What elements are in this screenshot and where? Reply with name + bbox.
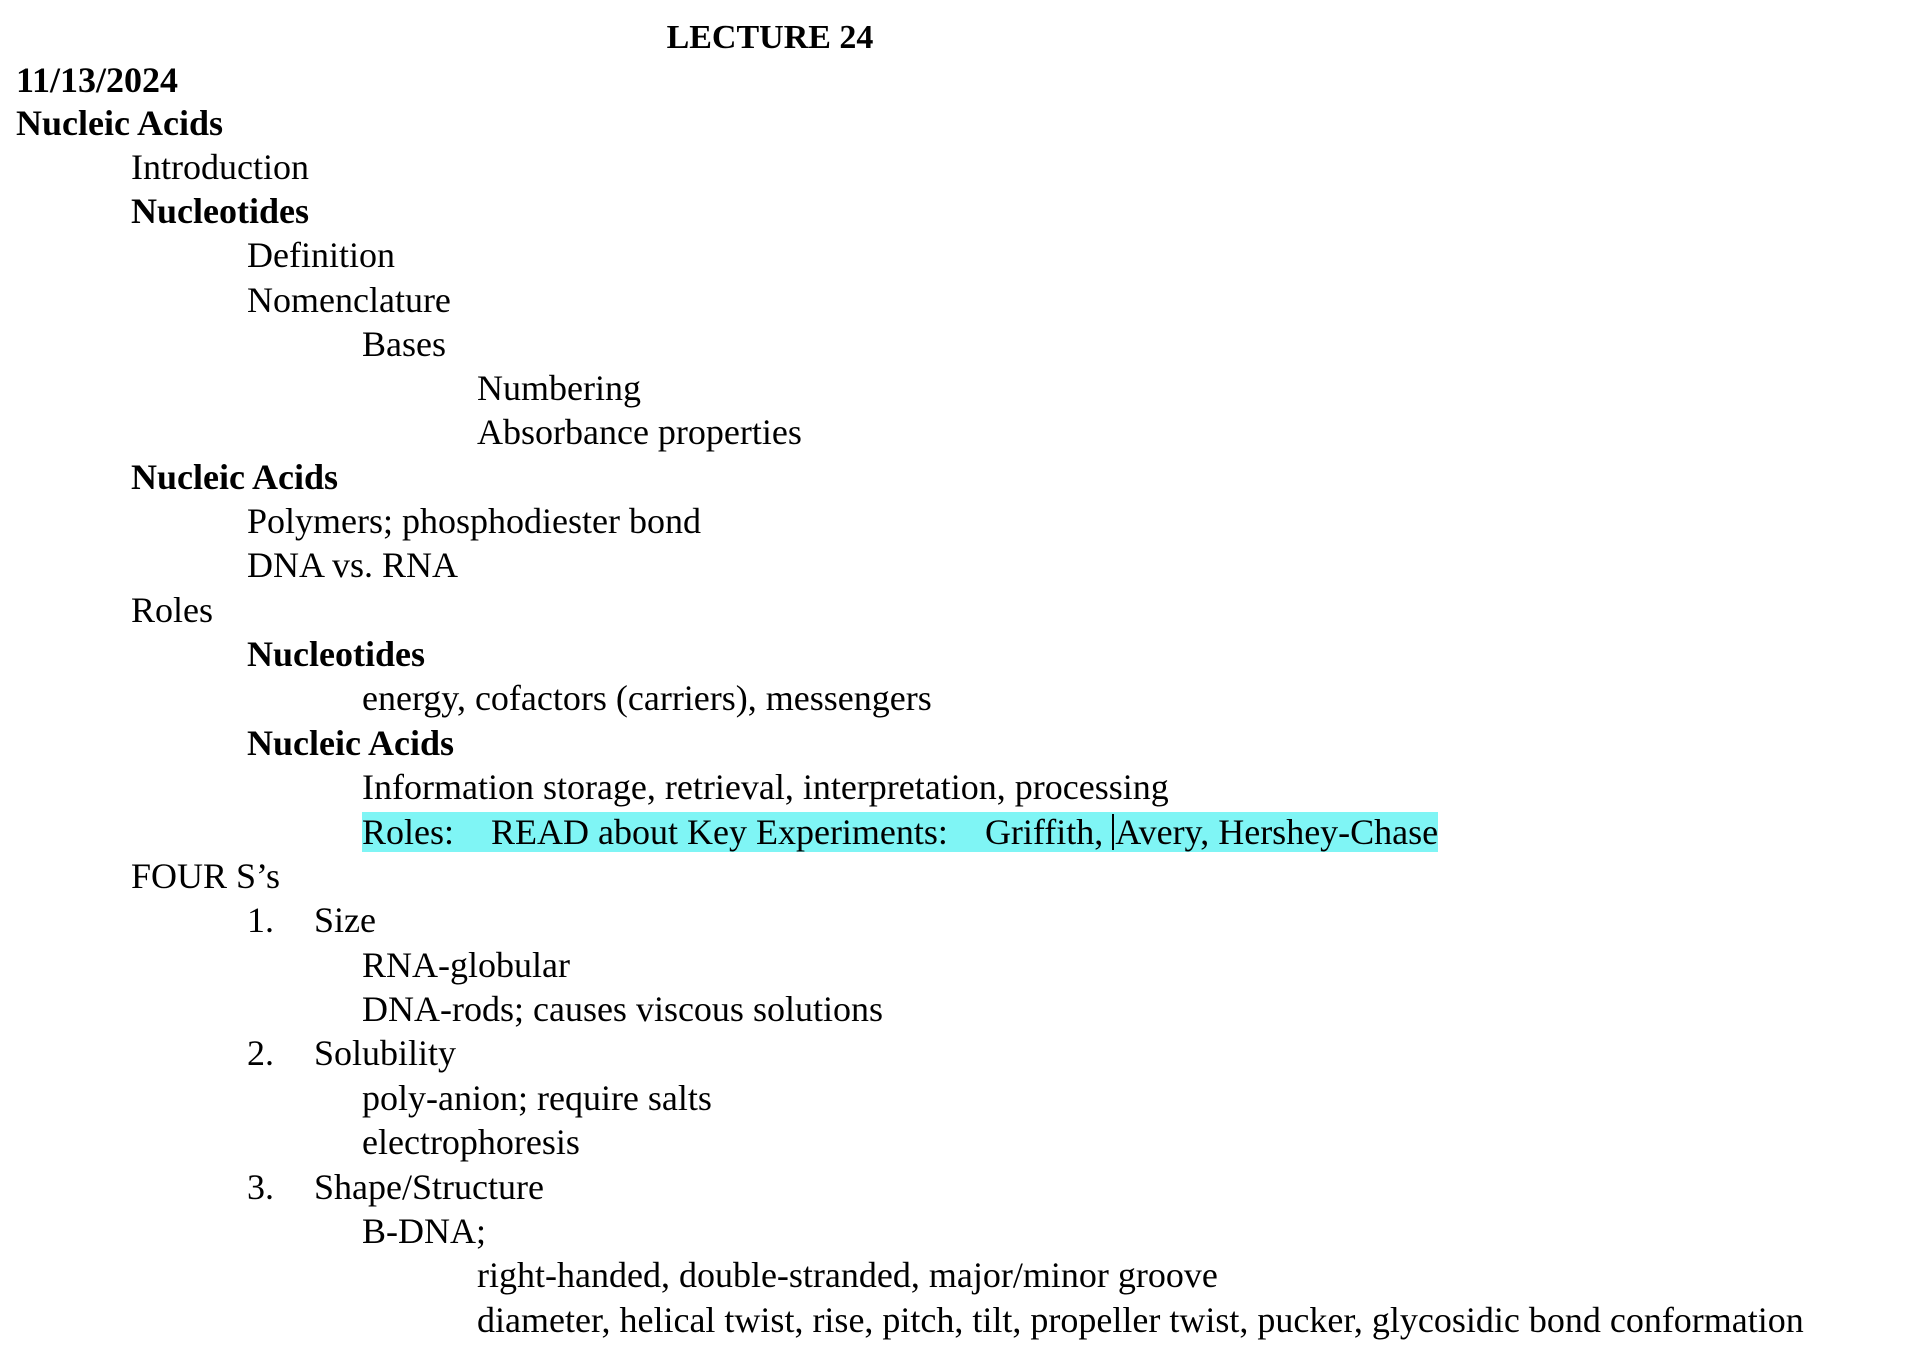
roles-nucleic-acids: Nucleic Acids — [247, 723, 454, 763]
list-number: 2. — [247, 1033, 274, 1073]
shape-features: right-handed, double-stranded, major/minor groove — [477, 1255, 1218, 1295]
outline-numbering: Numbering — [477, 368, 641, 408]
size-label: Size — [314, 900, 376, 940]
main-heading: Nucleic Acids — [16, 103, 223, 143]
outline-dna-vs-rna: DNA vs. RNA — [247, 545, 459, 585]
shape-bdna: B-DNA; — [362, 1211, 486, 1251]
highlighted-reading-note — [362, 810, 1438, 854]
outline-nucleic-acids: Nucleic Acids — [131, 457, 338, 497]
highlight-band — [362, 812, 1438, 852]
lecture-date: 11/13/2024 — [16, 60, 179, 100]
outline-polymers: Polymers; phosphodiester bond — [247, 501, 701, 541]
outline-nucleotides: Nucleotides — [131, 191, 309, 231]
four-s-size — [247, 898, 376, 942]
shape-parameters: diameter, helical twist, rise, pitch, tilt, propeller twist, pucker, glycosidic bond conformation — [477, 1300, 1804, 1340]
roles-nucleotides: Nucleotides — [247, 634, 425, 674]
size-dna: DNA-rods; causes viscous solutions — [362, 989, 883, 1029]
highlight-rest: Avery, Hershey-Chase — [1115, 812, 1439, 852]
outline-bases: Bases — [362, 324, 446, 364]
four-s-solubility — [247, 1031, 456, 1075]
outline-nomenclature: Nomenclature — [247, 280, 451, 320]
highlight-read-text: READ about Key Experiments: — [491, 812, 948, 852]
highlight-griffith: Griffith, — [984, 812, 1104, 852]
solubility-electrophoresis: electrophoresis — [362, 1122, 580, 1162]
outline-definition: Definition — [247, 235, 395, 275]
shape-label: Shape/Structure — [314, 1167, 544, 1207]
size-rna: RNA-globular — [362, 945, 570, 985]
outline-introduction: Introduction — [131, 147, 309, 187]
four-s-shape — [247, 1165, 544, 1209]
outline-roles: Roles — [131, 590, 214, 630]
solubility-label: Solubility — [314, 1033, 457, 1073]
outline-four-s: FOUR S’s — [131, 856, 281, 896]
solubility-polyanion: poly-anion; require salts — [362, 1078, 712, 1118]
text-cursor[interactable] — [1112, 814, 1114, 850]
roles-nucleic-acids-text: Information storage, retrieval, interpretation, processing — [362, 767, 1169, 807]
lecture-title: LECTURE 24 — [666, 19, 874, 56]
list-number: 3. — [247, 1167, 274, 1207]
roles-nucleotides-text: energy, cofactors (carriers), messengers — [362, 678, 932, 718]
outline-absorbance: Absorbance properties — [477, 412, 802, 452]
highlight-prefix: Roles: — [362, 812, 455, 852]
list-number: 1. — [247, 900, 274, 940]
